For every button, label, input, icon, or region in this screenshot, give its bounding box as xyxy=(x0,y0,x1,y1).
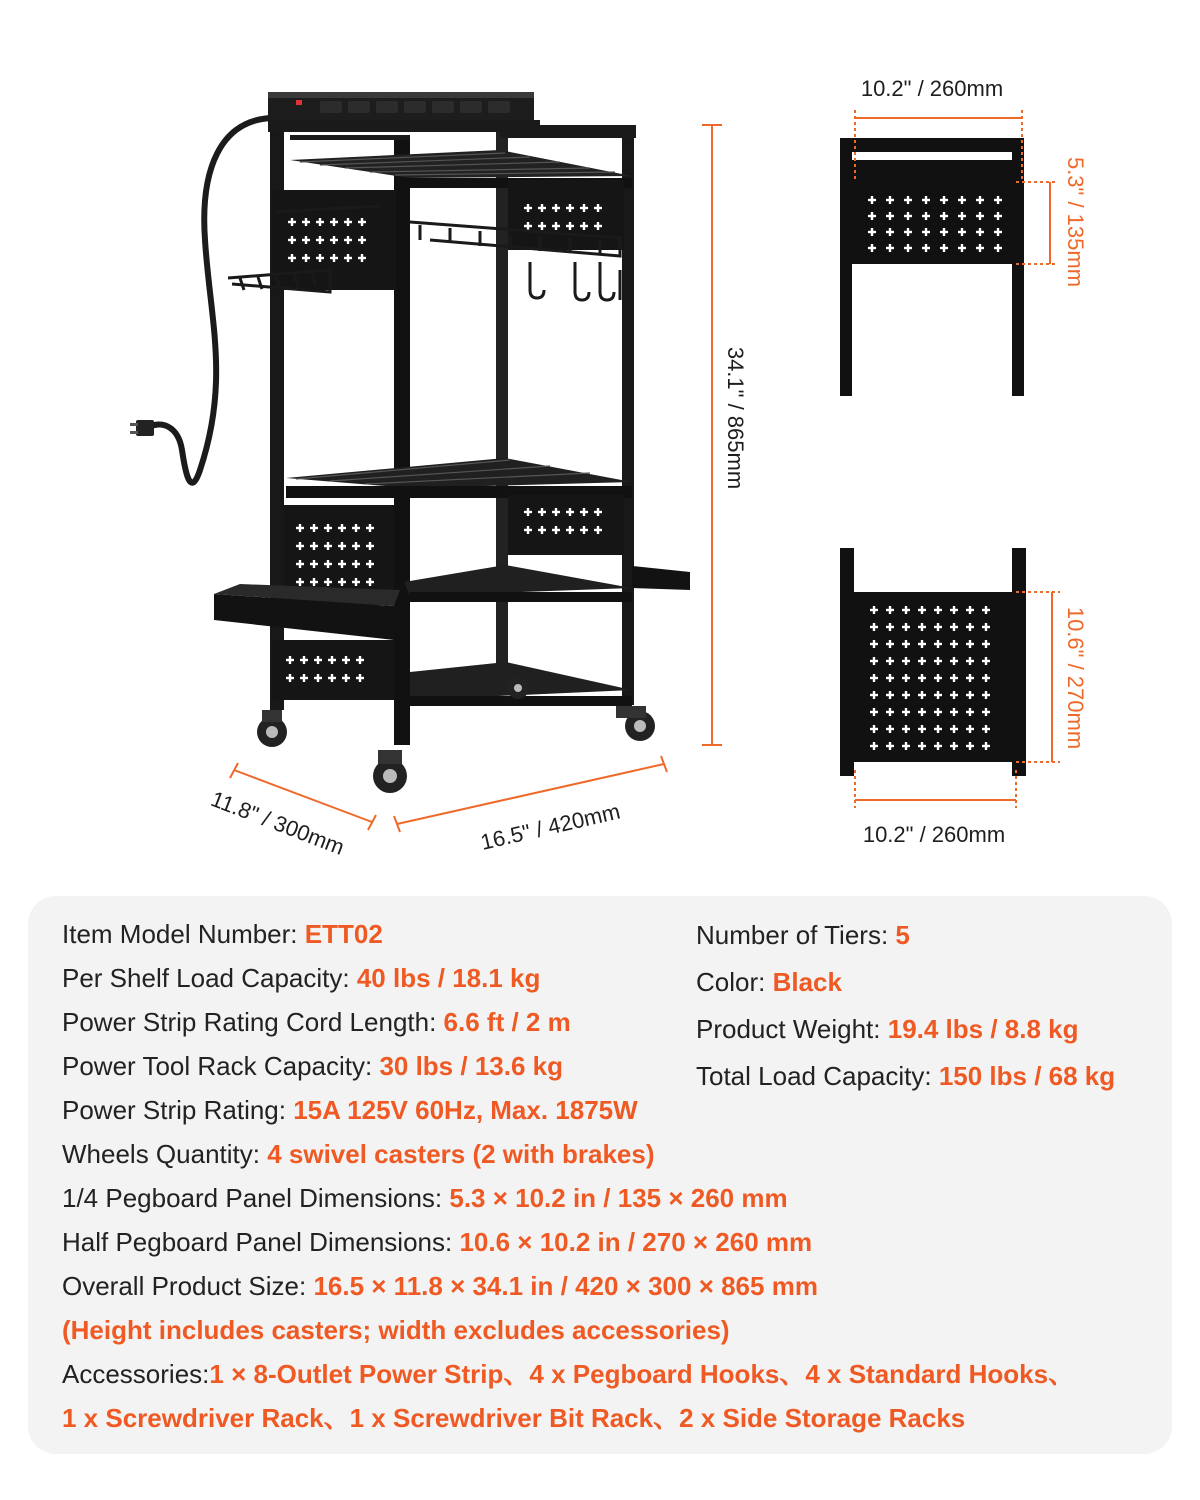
specifications-card xyxy=(28,896,1172,1454)
half-panel-height-label: 10.6" / 270mm xyxy=(1063,606,1088,750)
quarter-pegboard-panel xyxy=(840,138,1024,396)
spec-cord-length: Power Strip Rating Cord Length: 6.6 ft / 2 m xyxy=(62,1007,571,1037)
half-panel-width-label: 10.2" / 260mm xyxy=(862,822,1006,847)
spec-number-of-tiers: Number of Tiers: 5 xyxy=(696,920,910,950)
quarter-panel-height-label: 5.3" / 135mm xyxy=(1063,156,1088,288)
spec-accessories-continued: 1 x Screwdriver Rack、1 x Screwdriver Bit Rack、2 x Side Storage Racks xyxy=(62,1403,966,1433)
depth-dimension-label: 11.8" / 300mm xyxy=(207,786,348,860)
spec-half-panel-dimensions: Half Pegboard Panel Dimensions: 10.6 × 10.2 in / 270 × 260 mm xyxy=(62,1227,813,1257)
power-strip xyxy=(268,92,534,122)
height-dimension-label: 34.1" / 865mm xyxy=(723,346,748,490)
quarter-panel-width-label: 10.2" / 260mm xyxy=(860,76,1004,101)
spec-power-strip-rating: Power Strip Rating: 15A 125V 60Hz, Max. 1875W xyxy=(62,1095,638,1125)
spec-quarter-panel-dimensions: 1/4 Pegboard Panel Dimensions: 5.3 × 10.2 in / 135 × 260 mm xyxy=(62,1183,788,1213)
spec-tool-rack-capacity: Power Tool Rack Capacity: 30 lbs / 13.6 kg xyxy=(62,1051,563,1081)
power-cord xyxy=(148,118,272,483)
specs-right-column xyxy=(696,912,1166,1100)
width-dimension-label: 16.5" / 420mm xyxy=(478,798,623,855)
spec-total-load-capacity: Total Load Capacity: 150 lbs / 68 kg xyxy=(696,1061,1116,1091)
spec-wheels-quantity: Wheels Quantity: 4 swivel casters (2 with brakes) xyxy=(62,1139,655,1169)
tool-cart-illustration xyxy=(130,92,690,793)
spec-product-weight: Product Weight: 19.4 lbs / 8.8 kg xyxy=(696,1014,1079,1044)
plug-icon xyxy=(130,420,154,436)
spec-shelf-capacity: Per Shelf Load Capacity: 40 lbs / 18.1 kg xyxy=(62,963,541,993)
spec-model-number: Item Model Number: ETT02 xyxy=(62,919,383,949)
spec-size-note: (Height includes casters; width excludes accessories) xyxy=(62,1315,730,1345)
spec-color: Color: Black xyxy=(696,967,842,997)
spec-overall-size: Overall Product Size: 16.5 × 11.8 × 34.1 in / 420 × 300 × 865 mm xyxy=(62,1271,818,1301)
half-pegboard-panel xyxy=(840,548,1026,776)
spec-accessories: Accessories:1 × 8-Outlet Power Strip、4 x Pegboard Hooks、4 x Standard Hooks、 xyxy=(62,1359,1075,1389)
